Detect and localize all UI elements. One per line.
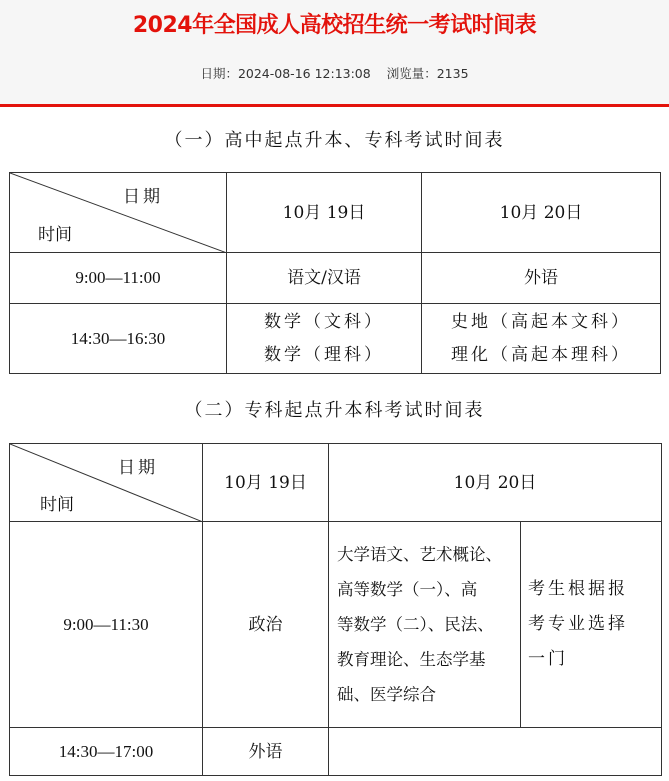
table-row — [10, 253, 661, 304]
views-value: 2135 — [436, 66, 469, 81]
subject-cell: 外语 — [422, 253, 661, 304]
subject-cell: 外语 — [203, 728, 329, 776]
corner-time-label: 时间 — [40, 495, 74, 515]
views-label: 浏览量： — [386, 66, 437, 81]
section1-col-date2: 10月 20日 — [422, 173, 661, 253]
article-header — [0, 0, 669, 104]
note-line: 一门 — [528, 649, 568, 669]
subject-line: 大学语文、艺术概论、 — [337, 545, 502, 564]
time-cell: 14:30—17:00 — [10, 728, 203, 776]
section1-header-row — [10, 173, 661, 253]
note-line: 考专业选择 — [528, 614, 628, 634]
table-row — [10, 728, 662, 776]
time-cell: 14:30—16:30 — [10, 304, 227, 374]
article-title: 2024年全国成人高校招生统一考试时间表 — [132, 13, 537, 38]
section1-title: （一）高中起点升本、专科考试时间表 — [164, 130, 505, 151]
subject-line: 理化（高起本理科） — [451, 344, 631, 365]
date-value: 2024-08-16 12:13:08 — [237, 66, 371, 81]
subject-line: 教育理论、生态学基 — [337, 650, 486, 669]
corner-date-label: 日期 — [123, 187, 163, 207]
table-row — [10, 522, 662, 728]
section2-table — [9, 443, 662, 776]
diagonal-line — [10, 444, 203, 522]
subject-line: 高等数学（一）、高 — [337, 580, 478, 599]
subject-line: 数学（文科） — [264, 311, 384, 332]
section2-col-date1: 10月 19日 — [203, 444, 329, 522]
section2-header-row — [10, 444, 662, 522]
section2-corner-cell — [10, 444, 203, 522]
subject-cell — [227, 304, 422, 374]
date-label: 日期： — [200, 66, 238, 81]
section1-corner-cell — [10, 173, 227, 253]
note-cell — [521, 522, 662, 728]
section1-col-date1: 10月 19日 — [227, 173, 422, 253]
corner-time-label: 时间 — [38, 225, 72, 245]
section1-table — [9, 172, 661, 374]
time-cell: 9:00—11:00 — [10, 253, 227, 304]
corner-date-label: 日期 — [118, 458, 158, 478]
note-line: 考生根据报 — [528, 579, 628, 599]
subject-line: 础、医学综合 — [337, 685, 436, 704]
subject-cell: 政治 — [203, 522, 329, 728]
subject-line: 等数学（二）、民法、 — [337, 615, 494, 634]
section2-col-date2: 10月 20日 — [329, 444, 662, 522]
table-row — [10, 304, 661, 374]
subject-cell — [329, 522, 521, 728]
header-divider — [0, 104, 669, 107]
time-cell: 9:00—11:30 — [10, 522, 203, 728]
article-meta — [0, 64, 669, 84]
subject-cell — [422, 304, 661, 374]
subject-cell — [329, 728, 662, 776]
subject-cell: 语文/汉语 — [227, 253, 422, 304]
section2-title: （二）专科起点升本科考试时间表 — [184, 400, 485, 421]
subject-line: 史地（高起本文科） — [451, 311, 631, 332]
subject-line: 数学（理科） — [264, 344, 384, 365]
